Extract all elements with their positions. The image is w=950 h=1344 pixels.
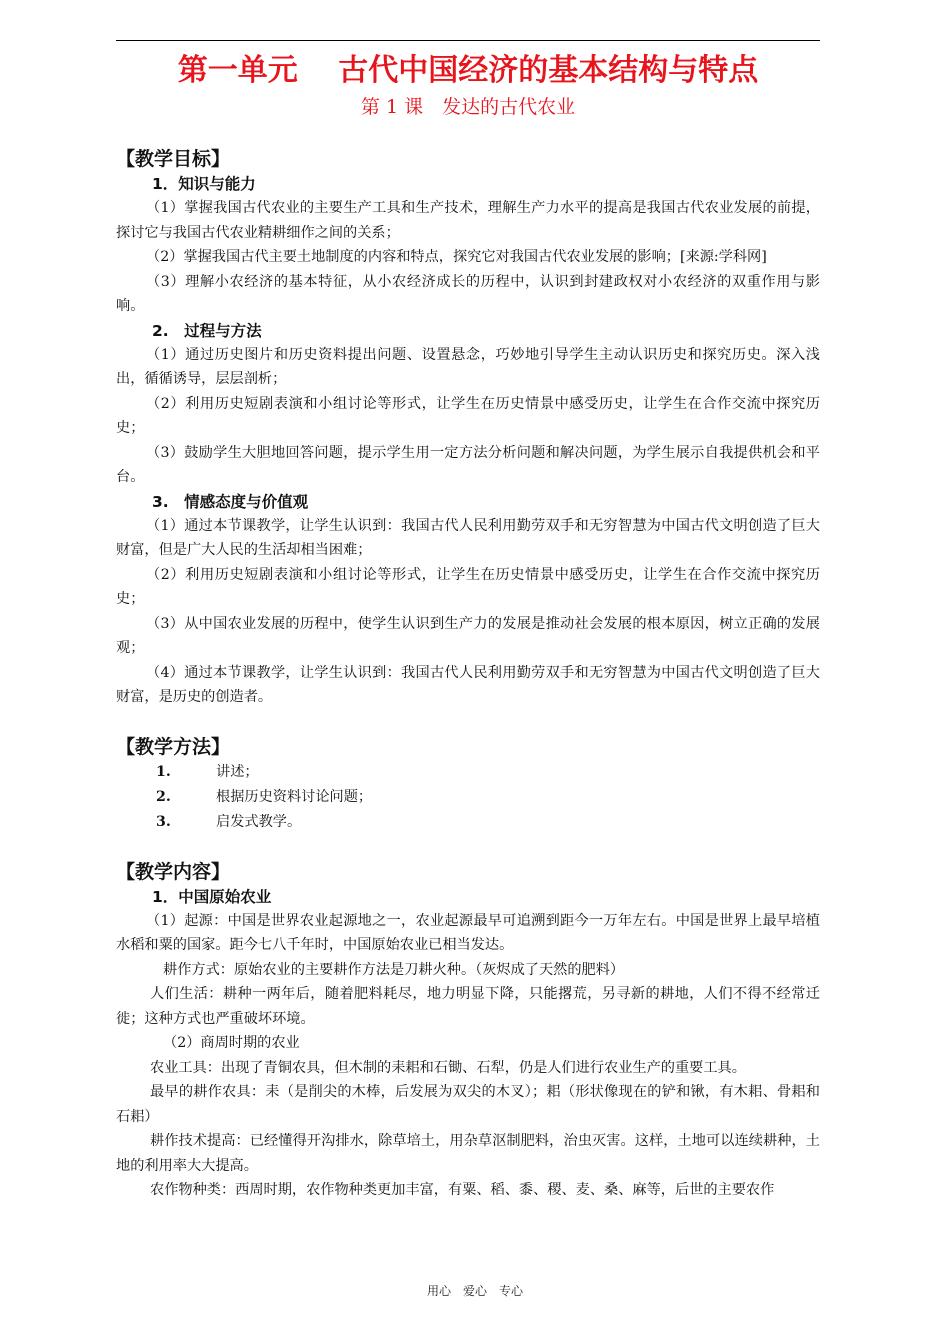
list-number: 2.: [156, 788, 171, 805]
lesson-subtitle: 第 1 课 发达的古代农业: [360, 96, 576, 118]
paragraph: （3）从中国农业发展的历程中，使学生认识到生产力的发展是推动社会发展的根本原因，树立正确的发展观；: [116, 615, 820, 656]
list-number: 1.: [156, 763, 171, 780]
paragraph: （1）通过本节课教学，让学生认识到：我国古代人民利用勤劳双手和无穷智慧为中国古代文明创造了巨大财富，但是广大人民的生活却相当困难；: [116, 517, 820, 558]
list-text: 根据历史资料讨论问题；: [216, 788, 373, 805]
paragraph: 最早的耕作农具：耒（是削尖的木棒，后发展为双尖的木叉）；耜（形状像现在的铲和锹，有木耜、骨耜和石耜）: [116, 1084, 820, 1125]
paragraph: 农作物种类：西周时期，农作物种类更加丰富，有粟、稻、黍、稷、麦、桑、麻等，后世的主要农作: [150, 1182, 775, 1198]
paragraph: （3）理解小农经济的基本特征，从小农经济成长的历程中，认识到封建政权对小农经济的双重作用与影响。: [116, 273, 820, 314]
paragraph: （2）掌握我国古代主要土地制度的内容和特点，探究它对我国古代农业发展的影响；[来源:学科网]: [146, 249, 767, 265]
paragraph: 人们生活：耕种一两年后，随着肥料耗尽，地力明显下降，只能撂荒，另寻新的耕地，人们不得不经常迁徙；这种方式也严重破坏环境。: [116, 986, 820, 1027]
subsection-primitive-agriculture: 1．中国原始农业: [152, 887, 272, 906]
section-heading-methods: 【教学方法】: [116, 735, 231, 758]
subsection-process: 2. 过程与方法: [152, 321, 262, 340]
paragraph: （1）起源：中国是世界农业起源地之一，农业起源最早可追溯到距今一万年左右。中国是世界上最早培植水稻和粟的国家。距今七八千年时，中国原始农业已相当发达。: [116, 912, 820, 953]
document-body: [116, 146, 820, 1203]
page-title: 第一单元 古代中国经济的基本结构与特点: [177, 53, 759, 88]
subsection-values: 3. 情感态度与价值观: [152, 492, 309, 511]
paragraph: （3）鼓励学生大胆地回答问题，提示学生用一定方法分析问题和解决问题，为学生展示自我提供机会和平台。: [116, 444, 820, 485]
list-text: 启发式教学。: [216, 813, 302, 830]
paragraph: （2）利用历史短剧表演和小组讨论等形式，让学生在历史情景中感受历史，让学生在合作交流中探究历史；: [116, 395, 820, 436]
paragraph: 耕作技术提高：已经懂得开沟排水，除草培土，用杂草沤制肥料，治虫灭害。这样，土地可以连续耕种，土地的利用率大大提高。: [116, 1133, 820, 1174]
list-number: 3.: [156, 813, 171, 830]
paragraph: （2）商周时期的农业: [163, 1035, 300, 1051]
paragraph: （1）通过历史图片和历史资料提出问题、设置悬念，巧妙地引导学生主动认识历史和探究历史。深入浅出，循循诱导，层层剖析；: [116, 346, 820, 387]
paragraph: （1）掌握我国古代农业的主要生产工具和生产技术，理解生产力水平的提高是我国古代农业发展的前提，探讨它与我国古代农业精耕细作之间的关系；: [116, 200, 820, 241]
paragraph: 耕作方式：原始农业的主要耕作方法是刀耕火种。（灰烬成了天然的肥料）: [163, 961, 625, 978]
paragraph: （4）通过本节课教学，让学生认识到：我国古代人民利用勤劳双手和无穷智慧为中国古代文明创造了巨大财富，是历史的创造者。: [116, 664, 820, 705]
list-item: [116, 785, 820, 810]
section-heading-content: 【教学内容】: [116, 860, 231, 883]
section-heading-goals: 【教学目标】: [116, 148, 231, 170]
list-item: [116, 760, 820, 785]
top-rule: [116, 40, 820, 41]
page-footer: 用心 爱心 专心: [426, 1284, 523, 1298]
list-text: 讲述；: [216, 763, 259, 780]
paragraph: （2）利用历史短剧表演和小组讨论等形式，让学生在历史情景中感受历史，让学生在合作交流中探究历史；: [116, 566, 820, 607]
list-item: [116, 810, 820, 835]
paragraph: 农业工具：出现了青铜农具，但木制的耒耜和石锄、石犁，仍是人们进行农业生产的重要工具。: [150, 1059, 746, 1076]
subsection-knowledge: 1．知识与能力: [152, 175, 256, 193]
